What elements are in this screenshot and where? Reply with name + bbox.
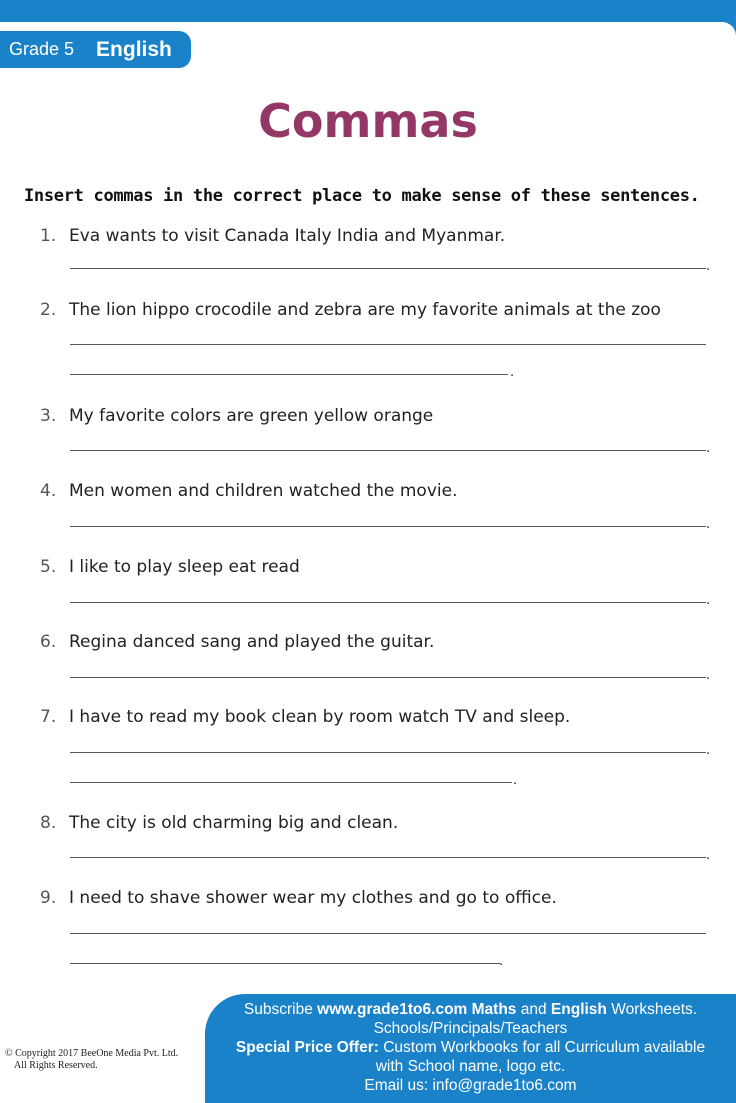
answer-line[interactable] bbox=[70, 677, 706, 678]
offer-text-2: with School name, logo etc. bbox=[375, 1058, 566, 1075]
offer-text: Custom Workbooks for all Curriculum available bbox=[383, 1039, 706, 1056]
question-text: Eva wants to visit Canada Italy India and Myanmar. bbox=[69, 226, 506, 246]
subject-label: English bbox=[96, 37, 172, 61]
question-text: My favorite colors are green yellow orange bbox=[69, 406, 434, 426]
question-7 bbox=[40, 707, 570, 727]
page-title: Commas bbox=[258, 94, 478, 148]
question-number: 6. bbox=[40, 632, 57, 652]
promo-footer bbox=[205, 994, 736, 1103]
answer-line[interactable] bbox=[70, 602, 706, 603]
answer-line[interactable] bbox=[70, 374, 508, 375]
copyright-line-2: All Rights Reserved. bbox=[14, 1060, 98, 1071]
line-end-dot: . bbox=[513, 773, 518, 788]
line-end-dot: . bbox=[706, 593, 711, 608]
question-9 bbox=[40, 888, 557, 908]
question-number: 3. bbox=[40, 406, 57, 426]
question-5 bbox=[40, 557, 300, 577]
maths-label: Maths bbox=[471, 1001, 517, 1018]
answer-line[interactable] bbox=[70, 857, 706, 858]
offer-line bbox=[205, 1038, 736, 1057]
line-end-dot: . bbox=[706, 259, 711, 274]
question-2 bbox=[40, 300, 661, 320]
question-number: 5. bbox=[40, 557, 57, 577]
question-4 bbox=[40, 481, 457, 501]
worksheets-label: Worksheets. bbox=[611, 1001, 698, 1018]
line-end-dot: . bbox=[706, 517, 711, 532]
grade-subject-tag bbox=[0, 31, 191, 68]
question-text: I need to shave shower wear my clothes and go to office. bbox=[69, 888, 557, 908]
email-line[interactable]: Email us: info@grade1to6.com bbox=[364, 1077, 577, 1094]
question-text: Regina danced sang and played the guitar. bbox=[69, 632, 435, 652]
line-end-dot: . bbox=[706, 743, 711, 758]
line-end-dot: . bbox=[706, 848, 711, 863]
audience-line: Schools/Principals/Teachers bbox=[373, 1020, 568, 1037]
question-number: 9. bbox=[40, 888, 57, 908]
subscribe-prefix: Subscribe bbox=[243, 1001, 313, 1018]
line-end-dot: . bbox=[499, 954, 504, 969]
answer-line[interactable] bbox=[70, 933, 706, 934]
line-end-dot: . bbox=[706, 441, 711, 456]
line-end-dot: . bbox=[510, 365, 515, 380]
answer-line[interactable] bbox=[70, 268, 706, 269]
offer-label: Special Price Offer: bbox=[235, 1039, 379, 1056]
line-end-dot: . bbox=[706, 668, 711, 683]
site-link[interactable]: www.grade1to6.com bbox=[317, 1001, 468, 1018]
question-text: I have to read my book clean by room watch TV and sleep. bbox=[69, 707, 571, 727]
question-text: The lion hippo crocodile and zebra are my favorite animals at the zoo bbox=[69, 300, 661, 320]
question-text: I like to play sleep eat read bbox=[69, 557, 300, 577]
question-text: Men women and children watched the movie. bbox=[69, 481, 458, 501]
subscribe-line bbox=[205, 1000, 736, 1019]
question-number: 4. bbox=[40, 481, 57, 501]
copyright bbox=[5, 1048, 178, 1072]
question-3 bbox=[40, 406, 433, 426]
question-number: 2. bbox=[40, 300, 57, 320]
question-text: The city is old charming big and clean. bbox=[69, 813, 399, 833]
question-number: 1. bbox=[40, 226, 57, 246]
grade-label: Grade 5 bbox=[9, 39, 75, 59]
answer-line[interactable] bbox=[70, 782, 512, 783]
answer-line[interactable] bbox=[70, 526, 706, 527]
question-number: 8. bbox=[40, 813, 57, 833]
answer-line[interactable] bbox=[70, 450, 706, 451]
answer-line[interactable] bbox=[70, 752, 706, 753]
question-1 bbox=[40, 226, 505, 246]
english-label: English bbox=[550, 1001, 607, 1018]
question-8 bbox=[40, 813, 398, 833]
copyright-line-1: © Copyright 2017 BeeOne Media Pvt. Ltd. bbox=[5, 1048, 179, 1059]
instruction-text: Insert commas in the correct place to make sense of these sentences. bbox=[24, 186, 700, 206]
question-6 bbox=[40, 632, 434, 652]
answer-line[interactable] bbox=[70, 963, 500, 964]
answer-line[interactable] bbox=[70, 344, 706, 345]
and-label: and bbox=[520, 1001, 547, 1018]
question-number: 7. bbox=[40, 707, 57, 727]
